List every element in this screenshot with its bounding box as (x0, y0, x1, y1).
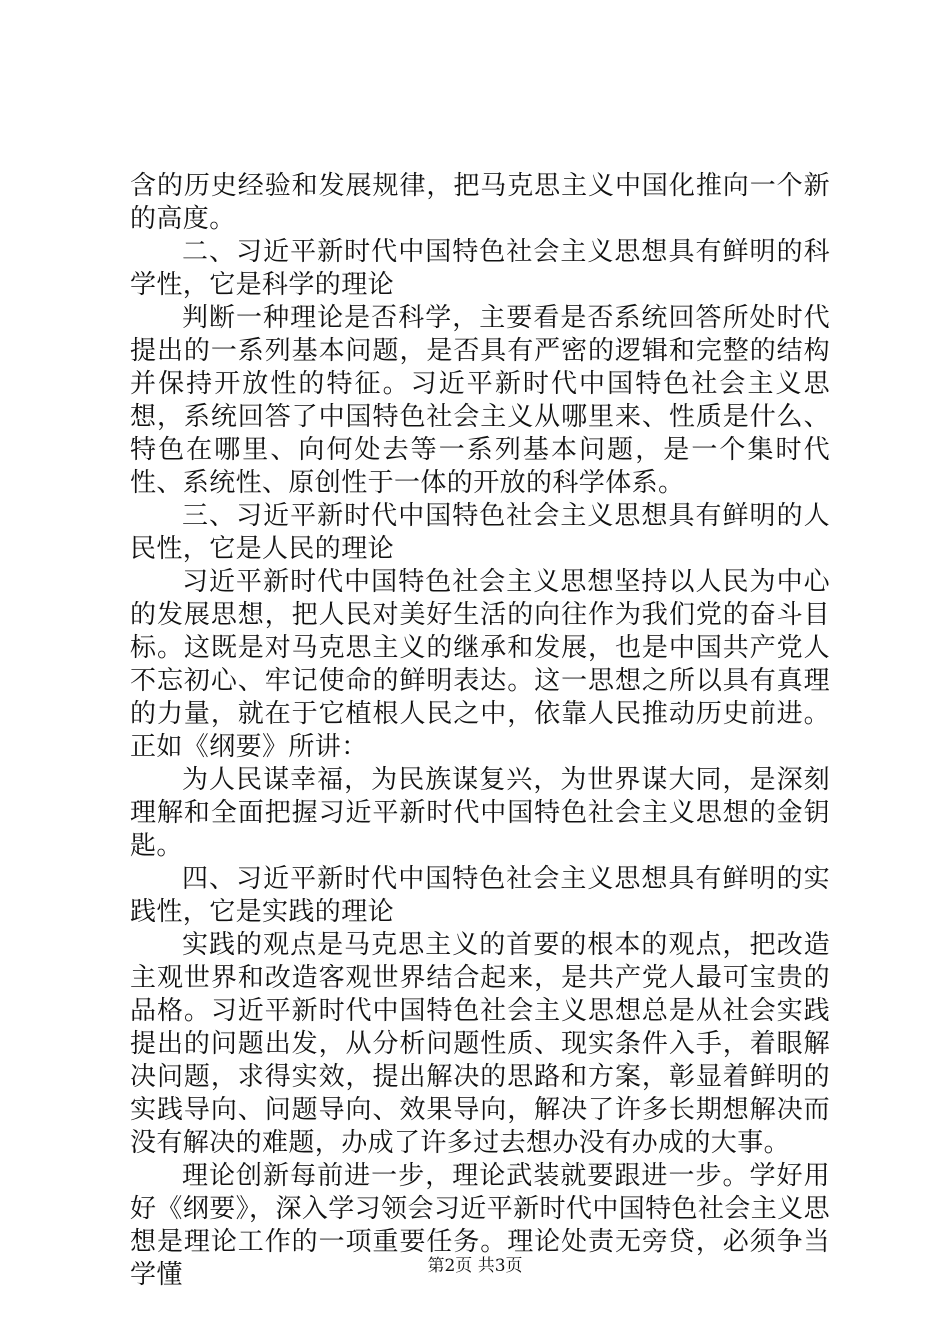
paragraph-5: 理论创新每前进一步，理论武装就要跟进一步。学好用好《纲要》，深入学习领会习近平新时代中国特色社会主义思想是理论工作的一项重要任务。理论处责无旁贷，必须争当学懂 (130, 1161, 830, 1290)
document-body (130, 170, 830, 1292)
page-footer: 第2页 共3页 (427, 1256, 523, 1276)
paragraph-2: 判断一种理论是否科学，主要看是否系统回答所处时代提出的一系列基本问题，是否具有严密的逻辑和完整的结构并保持开放性的特征。习近平新时代中国特色社会主义思想，系统回答了中国特色社会主义从哪里来、性质是什么、特色在哪里、向何处去等一系列基本问题，是一个集时代性、系统性、原创性于一体的开放的科学体系。 (130, 303, 830, 498)
quote-paragraph: 为人民谋幸福，为民族谋复兴，为世界谋大同，是深刻理解和全面把握习近平新时代中国特色社会主义思想的金钥匙。 (130, 765, 830, 861)
section-heading-4: 四、习近平新时代中国特色社会主义思想具有鲜明的实践性，它是实践的理论 (130, 864, 830, 927)
paragraph-4: 实践的观点是马克思主义的首要的根本的观点，把改造主观世界和改造客观世界结合起来，是共产党人最可宝贵的品格。习近平新时代中国特色社会主义思想总是从社会实践提出的问题出发，从分析问题性质、现实条件入手，着眼解决问题，求得实效，提出解决的思路和方案，彰显着鲜明的实践导向、问题导向、效果导向，解决了许多长期想解决而没有解决的难题，办成了许多过去想办没有办成的大事。 (130, 930, 830, 1158)
paragraph-1: 含的历史经验和发展规律，把马克思主义中国化推向一个新的高度。 (130, 171, 830, 234)
paragraph-3: 习近平新时代中国特色社会主义思想坚持以人民为中心的发展思想，把人民对美好生活的向往作为我们党的奋斗目标。这既是对马克思主义的继承和发展，也是中国共产党人不忘初心、牢记使命的鲜明表达。这一思想之所以具有真理的力量，就在于它植根人民之中，依靠人民推动历史前进。正如《纲要》所讲： (130, 567, 830, 762)
section-heading-2: 二、习近平新时代中国特色社会主义思想具有鲜明的科学性，它是科学的理论 (130, 237, 830, 300)
section-heading-3: 三、习近平新时代中国特色社会主义思想具有鲜明的人民性，它是人民的理论 (130, 501, 830, 564)
